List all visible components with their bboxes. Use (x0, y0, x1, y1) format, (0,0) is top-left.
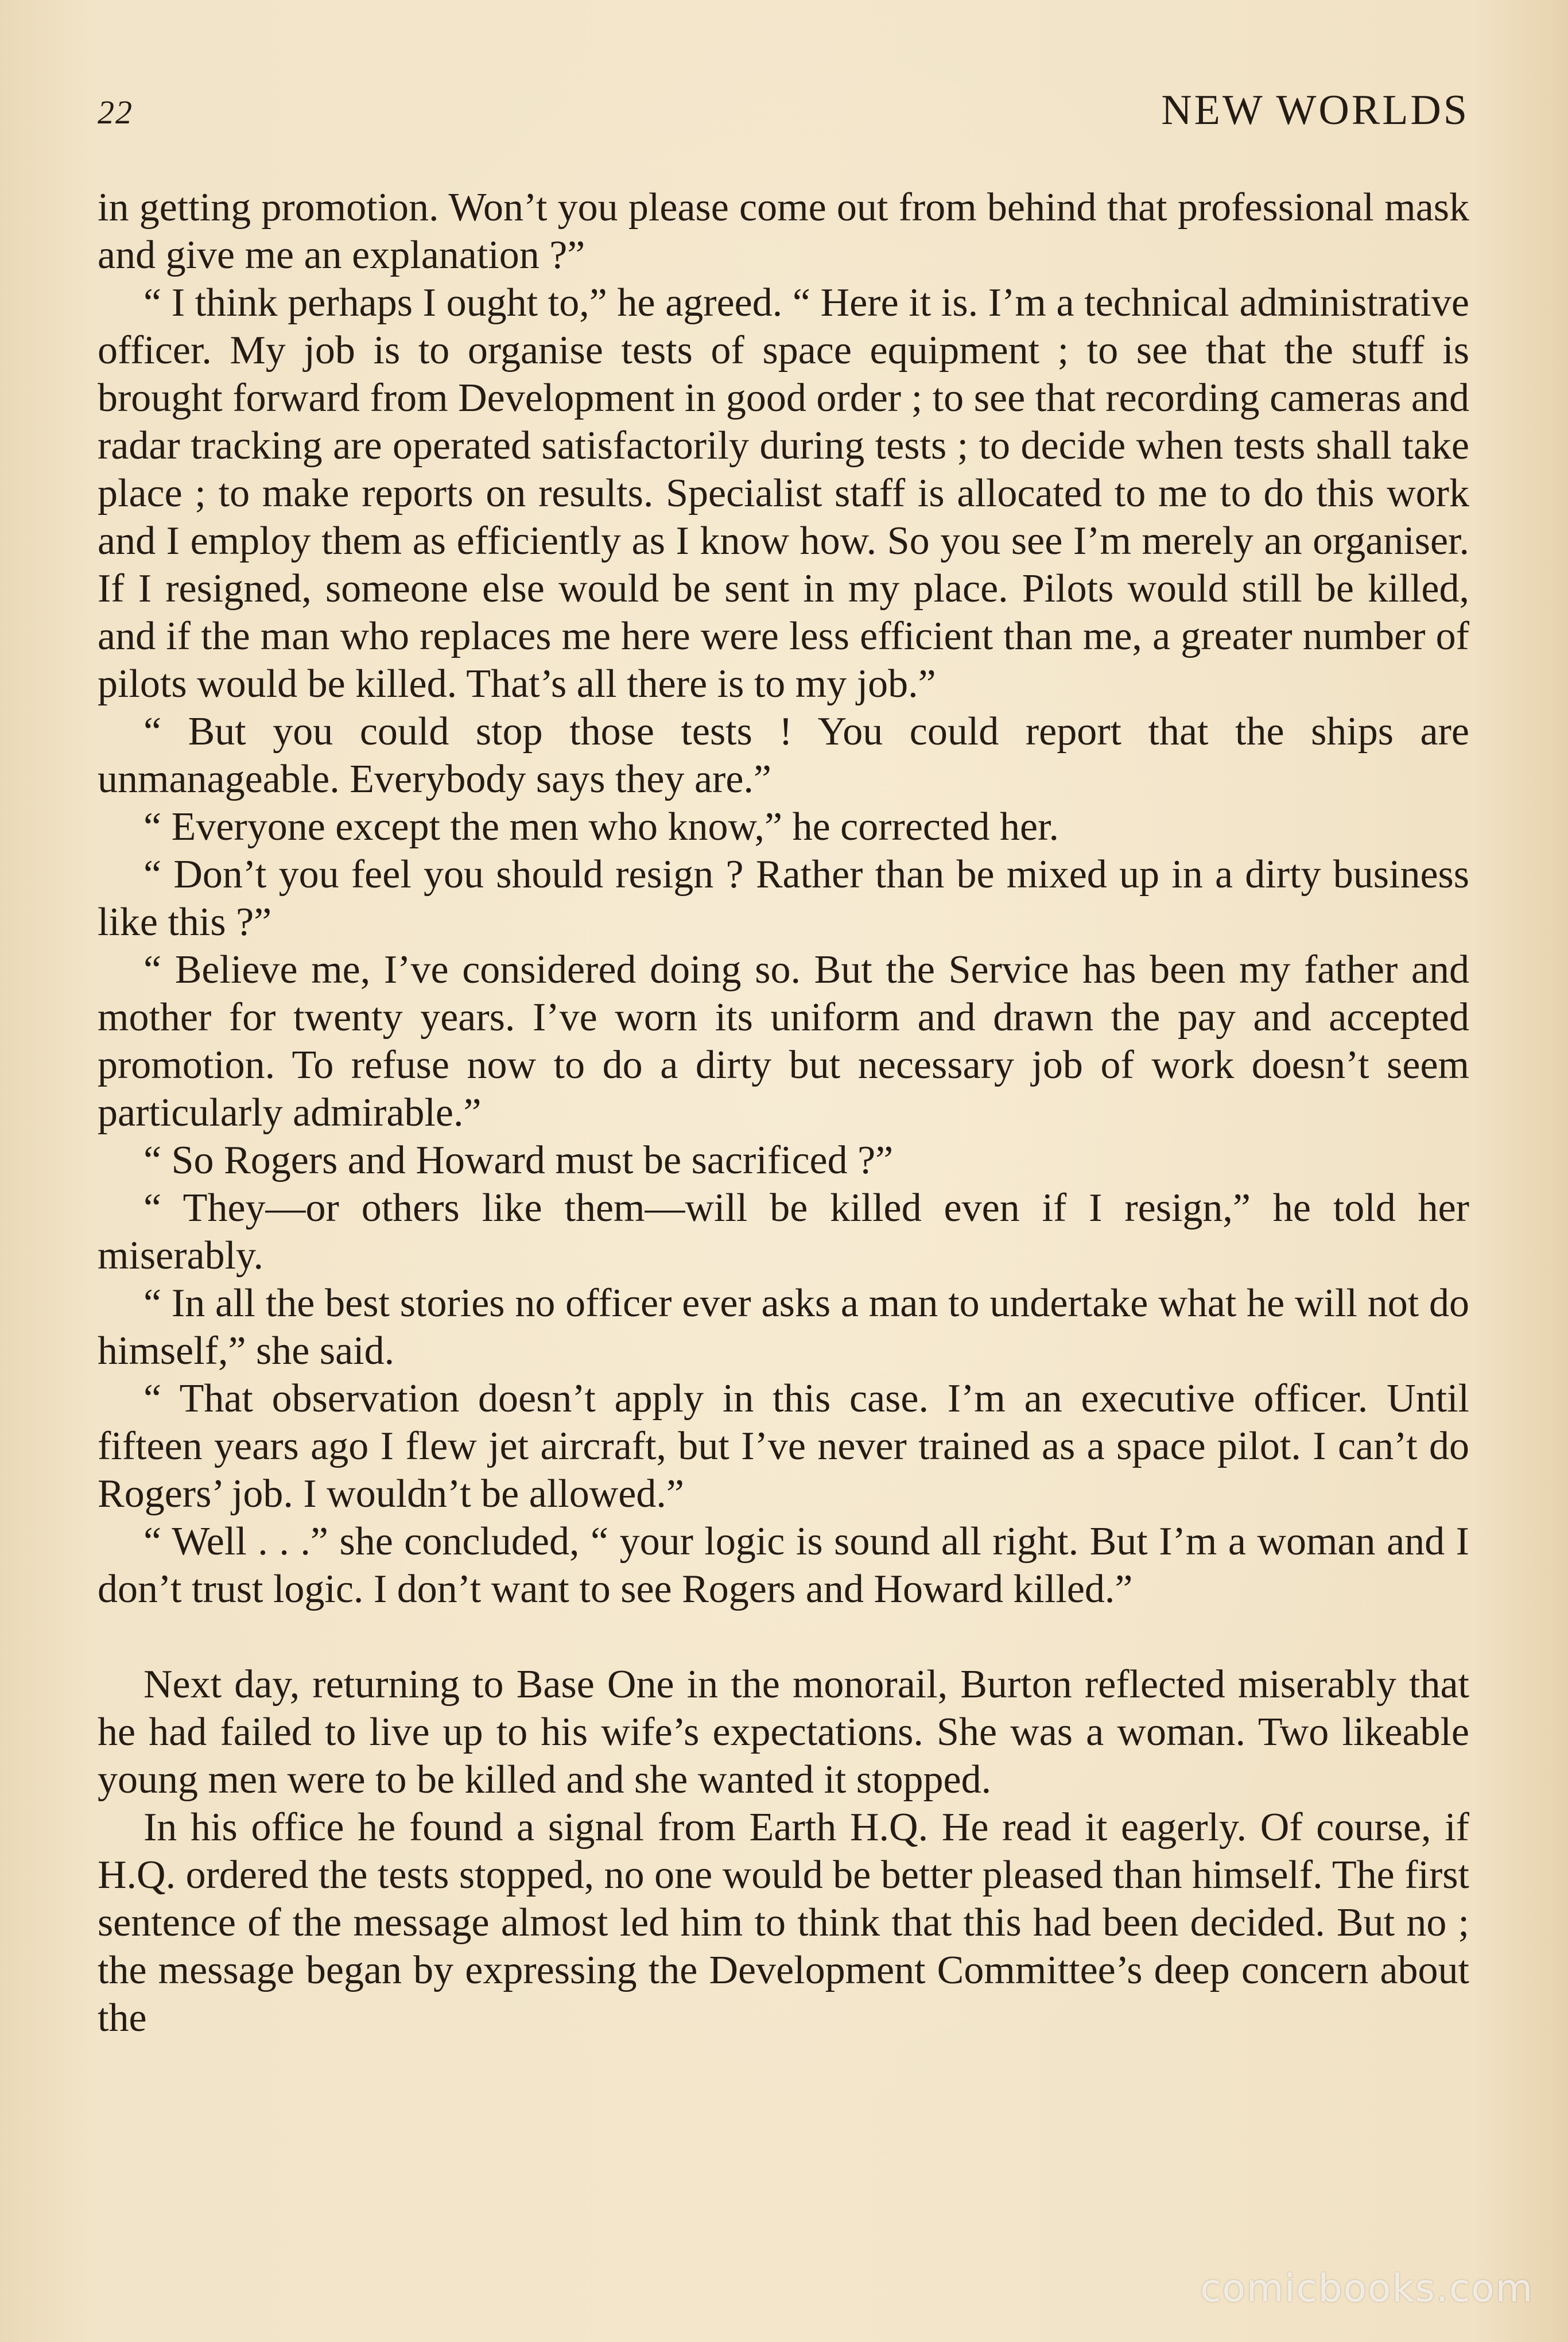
paragraph: “ Don’t you feel you should resign ? Rather than be mixed up in a dirty business like this ?” (98, 852, 1469, 944)
paragraph: “ Everyone except the men who know,” he corrected her. (143, 805, 1059, 849)
paragraph: In his office he found a signal from Earth H.Q. He read it eagerly. Of course, if H.Q. ordered the tests stopped, no one would be better pleased than himself. The first sentence of the message almost led him to think that this had been decided. But no ; the message began by expressing the Development Committee’s deep concern about the (98, 1805, 1469, 2040)
watermark: comicbooks.com (1200, 2266, 1534, 2310)
page-header (98, 86, 1469, 149)
paragraph: “ So Rogers and Howard must be sacrificed ?” (143, 1138, 894, 1182)
body-text (98, 184, 1469, 2042)
paragraph: “ They—or others like them—will be killed even if I resign,” he told her miserably. (98, 1186, 1469, 1278)
running-head: NEW WORLDS (1161, 87, 1469, 134)
paragraph: Next day, returning to Base One in the monorail, Burton reflected miserably that he had failed to live up to his wife’s expectations. She was a woman. Two likeable young men were to be killed and she wanted it stopped. (98, 1662, 1469, 1802)
paragraph: “ Believe me, I’ve considered doing so. But the Service has been my father and mother for twenty years. I’ve worn its uniform and drawn the pay and accepted promotion. To refuse now to do a dirty but necessary job of work doesn’t seem particularly admirable.” (98, 948, 1469, 1135)
paragraph: “ But you could stop those tests ! You could report that the ships are unmanageable. Everybody says they are.” (98, 709, 1469, 801)
paragraph: “ In all the best stories no officer ever asks a man to undertake what he will not do himself,” she said. (98, 1281, 1469, 1373)
paragraph: “ That observation doesn’t apply in this case. I’m an executive officer. Until fifteen years ago I flew jet aircraft, but I’ve never trained as a space pilot. I can’t do Rogers’ job. I wouldn’t be allowed.” (98, 1376, 1469, 1516)
paragraph: “ Well . . .” she concluded, “ your logic is sound all right. But I’m a woman and I don’t trust logic. I don’t want to see Rogers and Howard killed.” (98, 1519, 1469, 1611)
paragraph: in getting promotion. Won’t you please come out from behind that professional mask and give me an explanation ?” (98, 185, 1469, 277)
paragraph: “ I think perhaps I ought to,” he agreed. “ Here it is. I’m a technical administrative officer. My job is to organise tests of space equipment ; to see that the stuff is brought forward from Development in good order ; to see that recording cameras and radar tracking are operated satisfactorily during tests ; to decide when tests shall take place ; to make reports on results. Specialist staff is allocated to me to do this work and I employ them as efficiently as I know how. So you see I’m merely an organiser. If I resigned, someone else would be sent in my place. Pilots would still be killed, and if the man who replaces me here were less efficient than me, a greater number of pilots would be killed. That’s all there is to my job.” (98, 281, 1469, 706)
page-number: 22 (98, 94, 133, 131)
